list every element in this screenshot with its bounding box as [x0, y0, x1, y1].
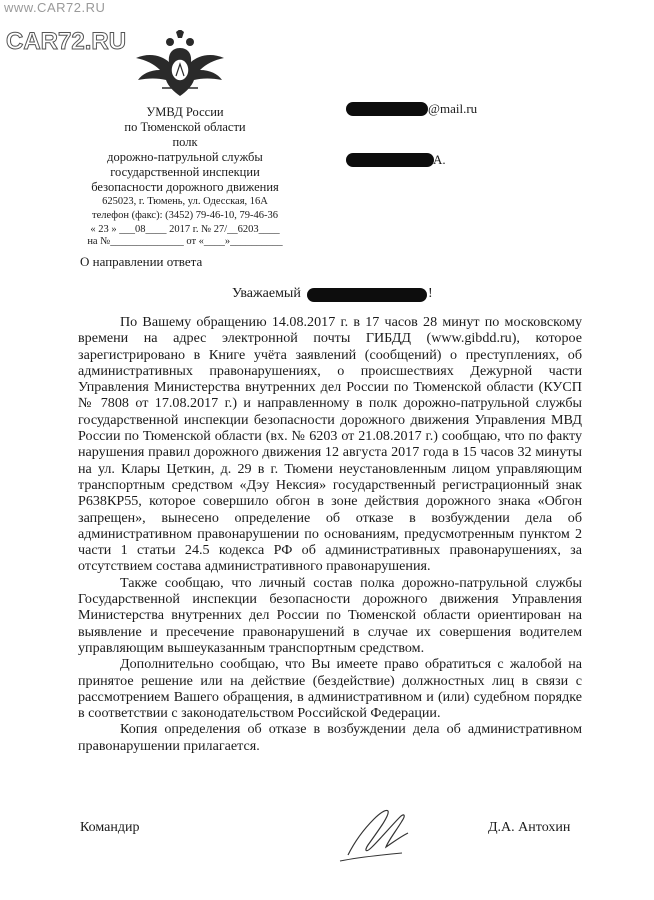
recipient-email-suffix: @mail.ru [428, 101, 478, 116]
body-paragraph: Также сообщаю, что личный состав полка дорожно-патрульной службы Государственной инспекции безопасности дорожного движения Управления Министерства внутренних дел России по Тюменской области ориентирован на выявление и пресечение правонарушений в случае их совершения водителем управляющим вышеуказанным транспортным средством. [78, 574, 582, 656]
letterhead-line-2: по Тюменской области [124, 120, 246, 134]
body-paragraph: Дополнительно сообщаю, что Вы имеете право обратиться с жалобой на принятое решение или на действие (бездействие) должностных лиц в связи с рассмотрением Вашего обращения, в административном и (или) судебном порядке в соответствии с законодательством Российской Федерации. [78, 656, 582, 722]
redaction-bar [346, 102, 428, 116]
double-headed-eagle-emblem-icon [132, 30, 228, 100]
letterhead-line-5: государственной инспекции [110, 165, 260, 179]
letterhead-line-3: полк [172, 135, 198, 149]
handwritten-signature-icon [330, 805, 430, 865]
salutation-suffix: ! [428, 286, 433, 301]
registration-number: « 23 » ___08____ 2017 г. № 27/__6203____ [90, 224, 280, 235]
body-paragraph: Копия определения об отказе в возбуждении дела об административном правонарушении прилагается. [78, 721, 582, 754]
registration-reference: на №______________ от «____»__________ [87, 236, 283, 247]
redaction-bar [346, 153, 434, 167]
letter-body [78, 314, 582, 754]
letterhead-line-4: дорожно-патрульной службы [107, 150, 263, 164]
watermark-url: www.CAR72.RU [4, 0, 106, 15]
signatory-name: Д.А. Антохин [488, 820, 571, 835]
letterhead-address: 625023, г. Тюмень, ул. Одесская, 16А [102, 196, 268, 207]
letterhead-line-6: безопасности дорожного движения [91, 180, 279, 194]
redaction-bar [307, 288, 427, 302]
subject-line: О направлении ответа [80, 254, 203, 269]
letterhead-line-1: УМВД России [146, 105, 224, 119]
body-paragraph: По Вашему обращению 14.08.2017 г. в 17 часов 28 минут по московскому времени на адрес электронной почты ГИБДД (www.gibdd.ru), которое зарегистрировано в Книге учёта заявлений (сообщений) о преступлениях, об административных правонарушениях, о происшествиях Дежурной части Управления Министерства внутренних дел России по Тюменской области (КУСП № 7808 от 17.08.2017 г.) и направленному в полк дорожно-патрульной службы государственной инспекции безопасности дорожного движения Управления МВД России по Тюменской области (вх. № 6203 от 21.08.2017 г.) сообщаю, что по факту нарушения правил дорожного движения 12 августа 2017 года в 15 часов 32 минуты на ул. Клары Цеткин, д. 29 в г. Тюмени неустановленным лицом управляющим транспортным средством «Дэу Нексия» государственный регистрационный знак Р638КР55, которое совершило обгон в зоне действия дорожного знака «Обгон запрещен», вынесено определение об отказе в возбуждении дела об административном правонарушении по основаниям, предусмотренным пунктом 2 части 1 статьи 24.5 кодекса РФ об административных правонарушениях, за отсутствием состава административного правонарушения. [78, 314, 582, 575]
salutation-prefix: Уважаемый [232, 286, 301, 301]
recipient-initial-suffix: А. [433, 152, 446, 167]
watermark-logo: CAR72.RU [6, 28, 127, 55]
signatory-title: Командир [80, 820, 140, 835]
letterhead-phone: телефон (факс): (3452) 79-46-10, 79-46-36 [92, 210, 278, 221]
